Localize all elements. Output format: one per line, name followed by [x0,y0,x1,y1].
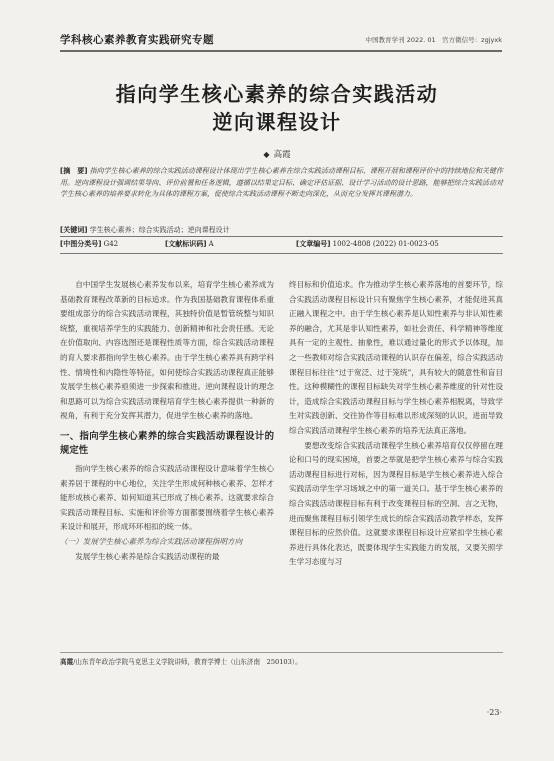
keywords [60,225,503,235]
clc-field [60,237,118,252]
classification-row [60,236,503,254]
footnote-divider [60,652,503,653]
author-footnote [60,656,302,666]
series-title: 学科核心素养教育实践研究专题 [60,34,214,46]
abstract-label: [摘 要] [60,167,88,175]
keywords-text: 学生核心素养；综合实践活动；逆向课程设计 [89,226,230,234]
footnote-text: /山东青年政治学院马克思主义学院讲师，教育学博士（山东济南 250103）。 [73,658,302,666]
journal-info: 中国教育学刊 2022. 01 官方微信号：zgjyxk [365,36,502,44]
doc-code-value: A [208,240,214,248]
author-line [0,148,554,160]
doc-code-label: [文献标识码] [165,240,207,248]
article-title-line2: 逆向课程设计 [212,110,342,134]
author-name: 高霞 [273,150,291,160]
abstract-text: 指向学生核心素养的综合实践活动课程设计体现出学生核心素养在综合实践活动课程目标、课程开展和课程评价中的持续地位和关键作用。逆向课程设计强调结果导向、评价前置和任务逻辑，遵循以结果定目标、确定评估证据、设计学习活动的设计思路，能够把综合实践活动对学生核心素养的培养要求转化为具体的课程方案，促使综合实践活动课程不断走向深化，从而充分发挥其课程潜力。 [60,167,503,198]
keywords-label: [关键词] [60,226,88,234]
paragraph: 发展学生核心素养是综合实践活动课程的最 [75,551,220,561]
diamond-icon: ◆ [263,150,270,159]
running-header [60,32,502,48]
subsection-heading: （一）发展学生核心素养为综合实践活动课程指明方向 [60,536,243,546]
article-number-label: [文章编号] [296,240,331,248]
paragraph: 指向学生核心素养的综合实践活动课程设计意味着学生核心素养居于课程的中心地位，关注学生形成何种核心素养、怎样才能形成核心素养、如何知道其已形成了核心素养。这就要求综合实践活动课程目标、实施和评价等方面都要围绕着学生核心素养来设计和展开，形成环环相扣的统一体。 [60,463,274,532]
body-column-left [60,278,274,564]
paragraph: 自中国学生发展核心素养发布以来，培育学生核心素养成为基础教育课程改革新的目标追求。作为我国基础教育课程体系重要组成部分的综合实践活动课程，其独特价值是暂管统整与知识统整，重视培养学生的实践能力、创新精神和社会责任感。无论在价值取向、内容选图还是课程性质等方面，综合实践活动课程的育人要求都指向学生核心素养。由于学生核心素养具有跨学科性、情境性和内隐性等特征，如何使综合实践活动课程真正能够发展学生核心素养亟须进一步探索和推进。逆向课程设计的理念和思路可以为综合实践活动课程培育学生核心素养提供一种新的视角，有利于充分发挥其潜力，促进学生核心素养的落地。 [60,280,274,421]
paragraph: 终目标和价值追求。作为推动学生核心素养落地的首要环节，综合实践活动课程目标设计只有聚焦学生核心素养，才能促进其真正融入课程之中。由于学生核心素养是认知性素养与非认知性素养的融合，尤其是非认知性素养，如社会责任、科学精神等维度具有一定的主观性、抽象性，难以通过量化的形式予以体现，加之一些教师对综合实践活动课程的认识存在偏差，综合实践活动课程目标往往“过于宽泛、过于笼统”，具有较大的随意性和盲目性。这种模糊性的课程目标缺失对学生核心素养维度的针对性设计，造成综合实践活动课程目标与学生核心素养相脱离，导致学生对实践创新、交往协作等目标难以形成深刻的认识，进而导致综合实践活动课程学生核心素养的培养无法真正落地。 [289,280,503,435]
header-divider [60,50,502,52]
article-number-field [296,237,439,252]
paragraph: 要想改变综合实践活动课程学生核心素养培育仅仅停留在理论和口号的现实困境，首要之举就是把学生核心素养与综合实践活动课程目标进行对标，因为课程目标是学生核心素养进入综合实践活动学生学习场域之中的第一道关口。基于学生核心素养的综合实践活动课程目标有利于改变课程目标的空洞、言之无物，进而聚焦课程目标引领学生成长的综合实践活动教学样态，发挥课程目标的应然价值。这就要求课程目标设计应紧扣学生核心素养进行具体化表达，既要体现学生实践能力的发展，又要关照学生学习态度与习 [289,440,503,567]
footnote-label: 高霞 [60,658,74,666]
body-column-right [289,278,503,570]
abstract [60,166,503,201]
page-number: ·23· [486,708,502,717]
section-heading: 一、指向学生核心素养的综合实践活动课程设计的规定性 [60,430,274,456]
article-number-value: 1002-4808 (2022) 01-0023-05 [332,240,439,248]
doc-code-field [165,237,214,252]
clc-label: [中图分类号] [60,240,102,248]
article-title-line1: 指向学生核心素养的综合实践活动 [115,82,439,106]
clc-value: G42 [103,240,119,248]
